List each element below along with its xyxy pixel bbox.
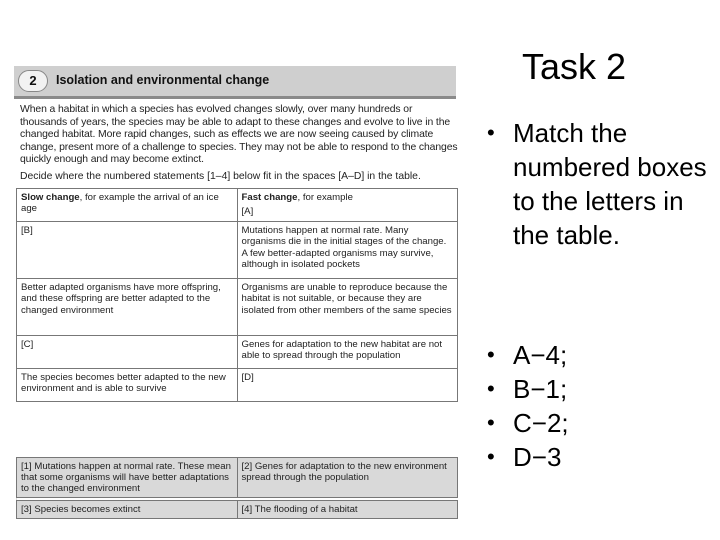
answer-text: A−4; (513, 340, 568, 370)
table-row (17, 458, 458, 498)
table-row (17, 368, 458, 401)
statement-4: [4] The flooding of a habitat (237, 501, 458, 519)
statement-2: [2] Genes for adaptation to the new environment spread through the population (237, 458, 458, 498)
bullet-icon: • (487, 410, 495, 435)
table-cell: [C] (17, 335, 238, 368)
table-cell: [D] (237, 368, 458, 401)
worksheet-image (14, 66, 458, 532)
statement-1: [1] Mutations happen at normal rate. These mean that some organisms will have better adaptations to the changed environment (17, 458, 238, 498)
table-row (17, 221, 458, 278)
change-table (16, 188, 458, 402)
bullet-icon: • (487, 376, 495, 401)
table-row (17, 189, 458, 222)
table-cell: Organisms are unable to reproduce because the habitat is not suitable, or because they are isolated from other members of the same species (237, 278, 458, 335)
answer-list (487, 338, 707, 474)
slide-title: Task 2 (522, 46, 627, 87)
bullet-icon: • (487, 342, 495, 367)
bullet-icon: • (487, 120, 495, 145)
table-cell: Mutations happen at normal rate. Many organisms die in the initial stages of the change. A few better-adapted organisms may survive, although in isolated pockets (237, 221, 458, 278)
answer-text: D−3 (513, 442, 562, 472)
table-cell: Better adapted organisms have more offspring, and these offspring are better adapted to the changed environment (17, 278, 238, 335)
instruction-bullet (487, 116, 707, 252)
section-number: 2 (18, 70, 48, 92)
slow-header-rest: , for example the arrival of an ice age (21, 192, 219, 215)
table-cell: The species becomes better adapted to the new environment and is able to survive (17, 368, 238, 401)
instruction-list (487, 116, 707, 252)
instruction-text: Match the numbered boxes to the letters in the table. (513, 118, 707, 250)
table-row (17, 501, 458, 519)
table-row (17, 278, 458, 335)
list-item (487, 372, 707, 406)
table-cell: Genes for adaptation to the new habitat are not able to spread through the population (237, 335, 458, 368)
fast-header-rest: , for example (297, 192, 353, 203)
worksheet-header (14, 66, 456, 99)
worksheet-instruction: Decide where the numbered statements [1–4] below fit in the spaces [A–D] in the table. (20, 171, 421, 182)
list-item (487, 440, 707, 474)
section-title: Isolation and environmental change (56, 73, 270, 87)
slow-header-bold: Slow change (21, 192, 80, 203)
intro-paragraph: When a habitat in which a species has evolved changes slowly, over many hundreds or thousands of years, the species may be able to adapt to these changes and evolve to live in the changed habitat. More rapid changes, such as effects we are now seeing caused by climate change, present more of a challenge to species. They may not be able to respond to the changes quickly enough and may become extinct. (20, 104, 458, 166)
table-cell: [A] (241, 206, 254, 218)
table-cell: [B] (17, 221, 238, 278)
answer-text: C−2; (513, 408, 569, 438)
statement-3: [3] Species becomes extinct (17, 501, 238, 519)
bullet-icon: • (487, 444, 495, 469)
slow-change-header (17, 189, 238, 222)
fast-change-header (237, 189, 458, 222)
answer-text: B−1; (513, 374, 568, 404)
list-item (487, 338, 707, 372)
fast-header-bold: Fast change (241, 192, 298, 203)
list-item (487, 406, 707, 440)
table-row (17, 335, 458, 368)
statements-table (16, 457, 458, 519)
